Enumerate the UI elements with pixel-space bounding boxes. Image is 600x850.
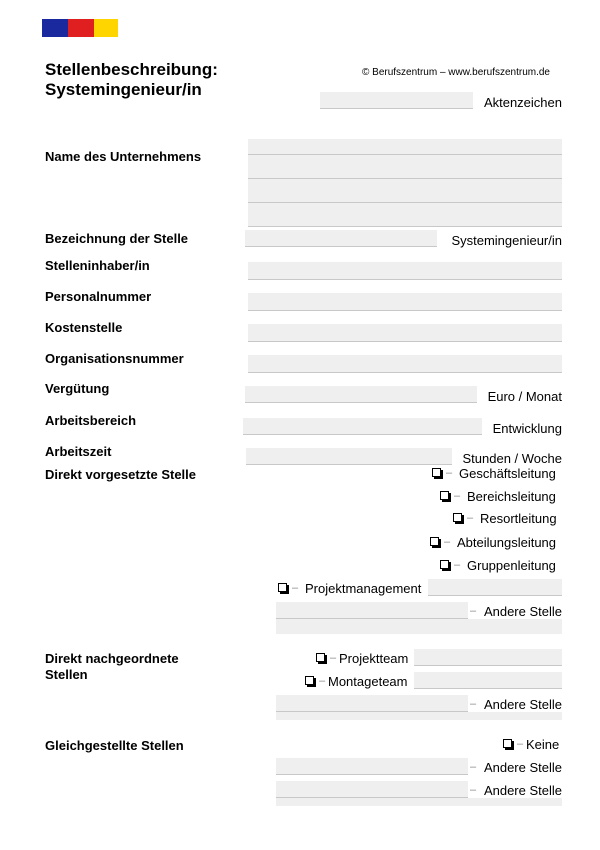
option-geschaeftsleitung: Geschäftsleitung	[459, 466, 556, 481]
salary-unit: Euro / Monat	[487, 389, 562, 404]
holder-field[interactable]	[248, 262, 562, 280]
option-bereichsleitung: Bereichsleitung	[467, 489, 556, 504]
cost-center-field[interactable]	[248, 324, 562, 342]
projektteam-field[interactable]	[414, 649, 562, 666]
dash: –	[454, 559, 461, 571]
label-supervisor: Direkt vorgesetzte Stelle	[45, 467, 197, 482]
subordinate-other-field[interactable]	[276, 695, 468, 712]
dash: –	[470, 761, 477, 773]
equal-other-field-1[interactable]	[276, 758, 468, 775]
label-equal: Gleichgestellte Stellen	[45, 738, 184, 753]
dash: –	[330, 652, 337, 664]
checkbox-gruppenleitung[interactable]	[440, 560, 449, 569]
label-personnel-number: Personalnummer	[45, 289, 152, 304]
company-field-3[interactable]	[248, 179, 562, 203]
label-work-area: Arbeitsbereich	[45, 413, 137, 428]
flag-blue	[42, 19, 68, 37]
option-abteilungsleitung: Abteilungsleitung	[457, 535, 557, 550]
title-line2: Systemingenieur/in	[45, 80, 202, 99]
personnel-number-field[interactable]	[248, 293, 562, 311]
label-cost-center: Kostenstelle	[45, 320, 123, 335]
dash: –	[292, 582, 299, 594]
supervisor-extra-field[interactable]	[276, 619, 562, 634]
checkbox-projektmanagement[interactable]	[278, 583, 287, 592]
org-number-field[interactable]	[248, 355, 562, 373]
dash: –	[319, 675, 326, 687]
checkbox-bereichsleitung[interactable]	[440, 491, 449, 500]
checkbox-geschaeftsleitung[interactable]	[432, 468, 441, 477]
option-resortleitung: Resortleitung	[480, 511, 557, 526]
supervisor-other-label: Andere Stelle	[483, 604, 562, 619]
projektmanagement-field[interactable]	[428, 579, 562, 596]
label-org-number: Organisationsnummer	[45, 351, 184, 366]
montageteam-field[interactable]	[414, 672, 562, 689]
dash: –	[444, 536, 451, 548]
aktenzeichen-field[interactable]	[320, 92, 473, 109]
equal-other-field-2[interactable]	[276, 781, 468, 798]
checkbox-resortleitung[interactable]	[453, 513, 462, 522]
equal-extra-field[interactable]	[276, 798, 562, 806]
copyright-note: © Berufszentrum – www.berufszentrum.de	[362, 67, 550, 78]
salary-field[interactable]	[245, 386, 477, 403]
label-holder: Stelleninhaber/in	[45, 258, 150, 273]
subordinate-extra-field[interactable]	[276, 712, 562, 720]
label-subordinate	[45, 651, 179, 683]
company-field-4[interactable]	[248, 203, 562, 227]
option-projektteam: Projektteam	[339, 651, 409, 666]
option-montageteam: Montageteam	[328, 674, 408, 689]
checkbox-montageteam[interactable]	[305, 676, 314, 685]
checkbox-projektteam[interactable]	[316, 653, 325, 662]
label-subordinate-line1: Direkt nachgeordnete	[45, 651, 179, 666]
dash: –	[517, 738, 524, 750]
dash: –	[467, 512, 474, 524]
aktenzeichen-label: Aktenzeichen	[483, 95, 562, 110]
dash: –	[470, 605, 477, 617]
work-area-field[interactable]	[243, 418, 482, 435]
option-keine: Keine	[526, 737, 560, 752]
dash: –	[470, 698, 477, 710]
checkbox-abteilungsleitung[interactable]	[430, 537, 439, 546]
equal-other-label-2: Andere Stelle	[483, 783, 562, 798]
label-salary: Vergütung	[45, 381, 110, 396]
label-working-time: Arbeitszeit	[45, 444, 112, 459]
job-title-value: Systemingenieur/in	[451, 233, 562, 248]
job-title-field[interactable]	[245, 230, 437, 247]
flag-yellow	[94, 19, 118, 37]
checkbox-keine[interactable]	[503, 739, 512, 748]
dash: –	[446, 467, 453, 479]
company-field-1[interactable]	[248, 139, 562, 155]
work-area-value: Entwicklung	[492, 421, 562, 436]
label-subordinate-line2: Stellen	[45, 667, 88, 682]
equal-other-label-1: Andere Stelle	[483, 760, 562, 775]
supervisor-other-field[interactable]	[276, 602, 468, 619]
title-line1: Stellenbeschreibung:	[45, 60, 218, 79]
dash: –	[470, 784, 477, 796]
flag-red	[68, 19, 94, 37]
page-title	[45, 60, 218, 100]
label-company: Name des Unternehmens	[45, 149, 202, 164]
option-gruppenleitung: Gruppenleitung	[467, 558, 556, 573]
option-projektmanagement: Projektmanagement	[305, 581, 422, 596]
dash: –	[454, 490, 461, 502]
label-job-title: Bezeichnung der Stelle	[45, 231, 189, 246]
company-field-2[interactable]	[248, 155, 562, 179]
working-time-unit: Stunden / Woche	[462, 451, 562, 466]
working-time-field[interactable]	[246, 448, 452, 465]
subordinate-other-label: Andere Stelle	[483, 697, 562, 712]
